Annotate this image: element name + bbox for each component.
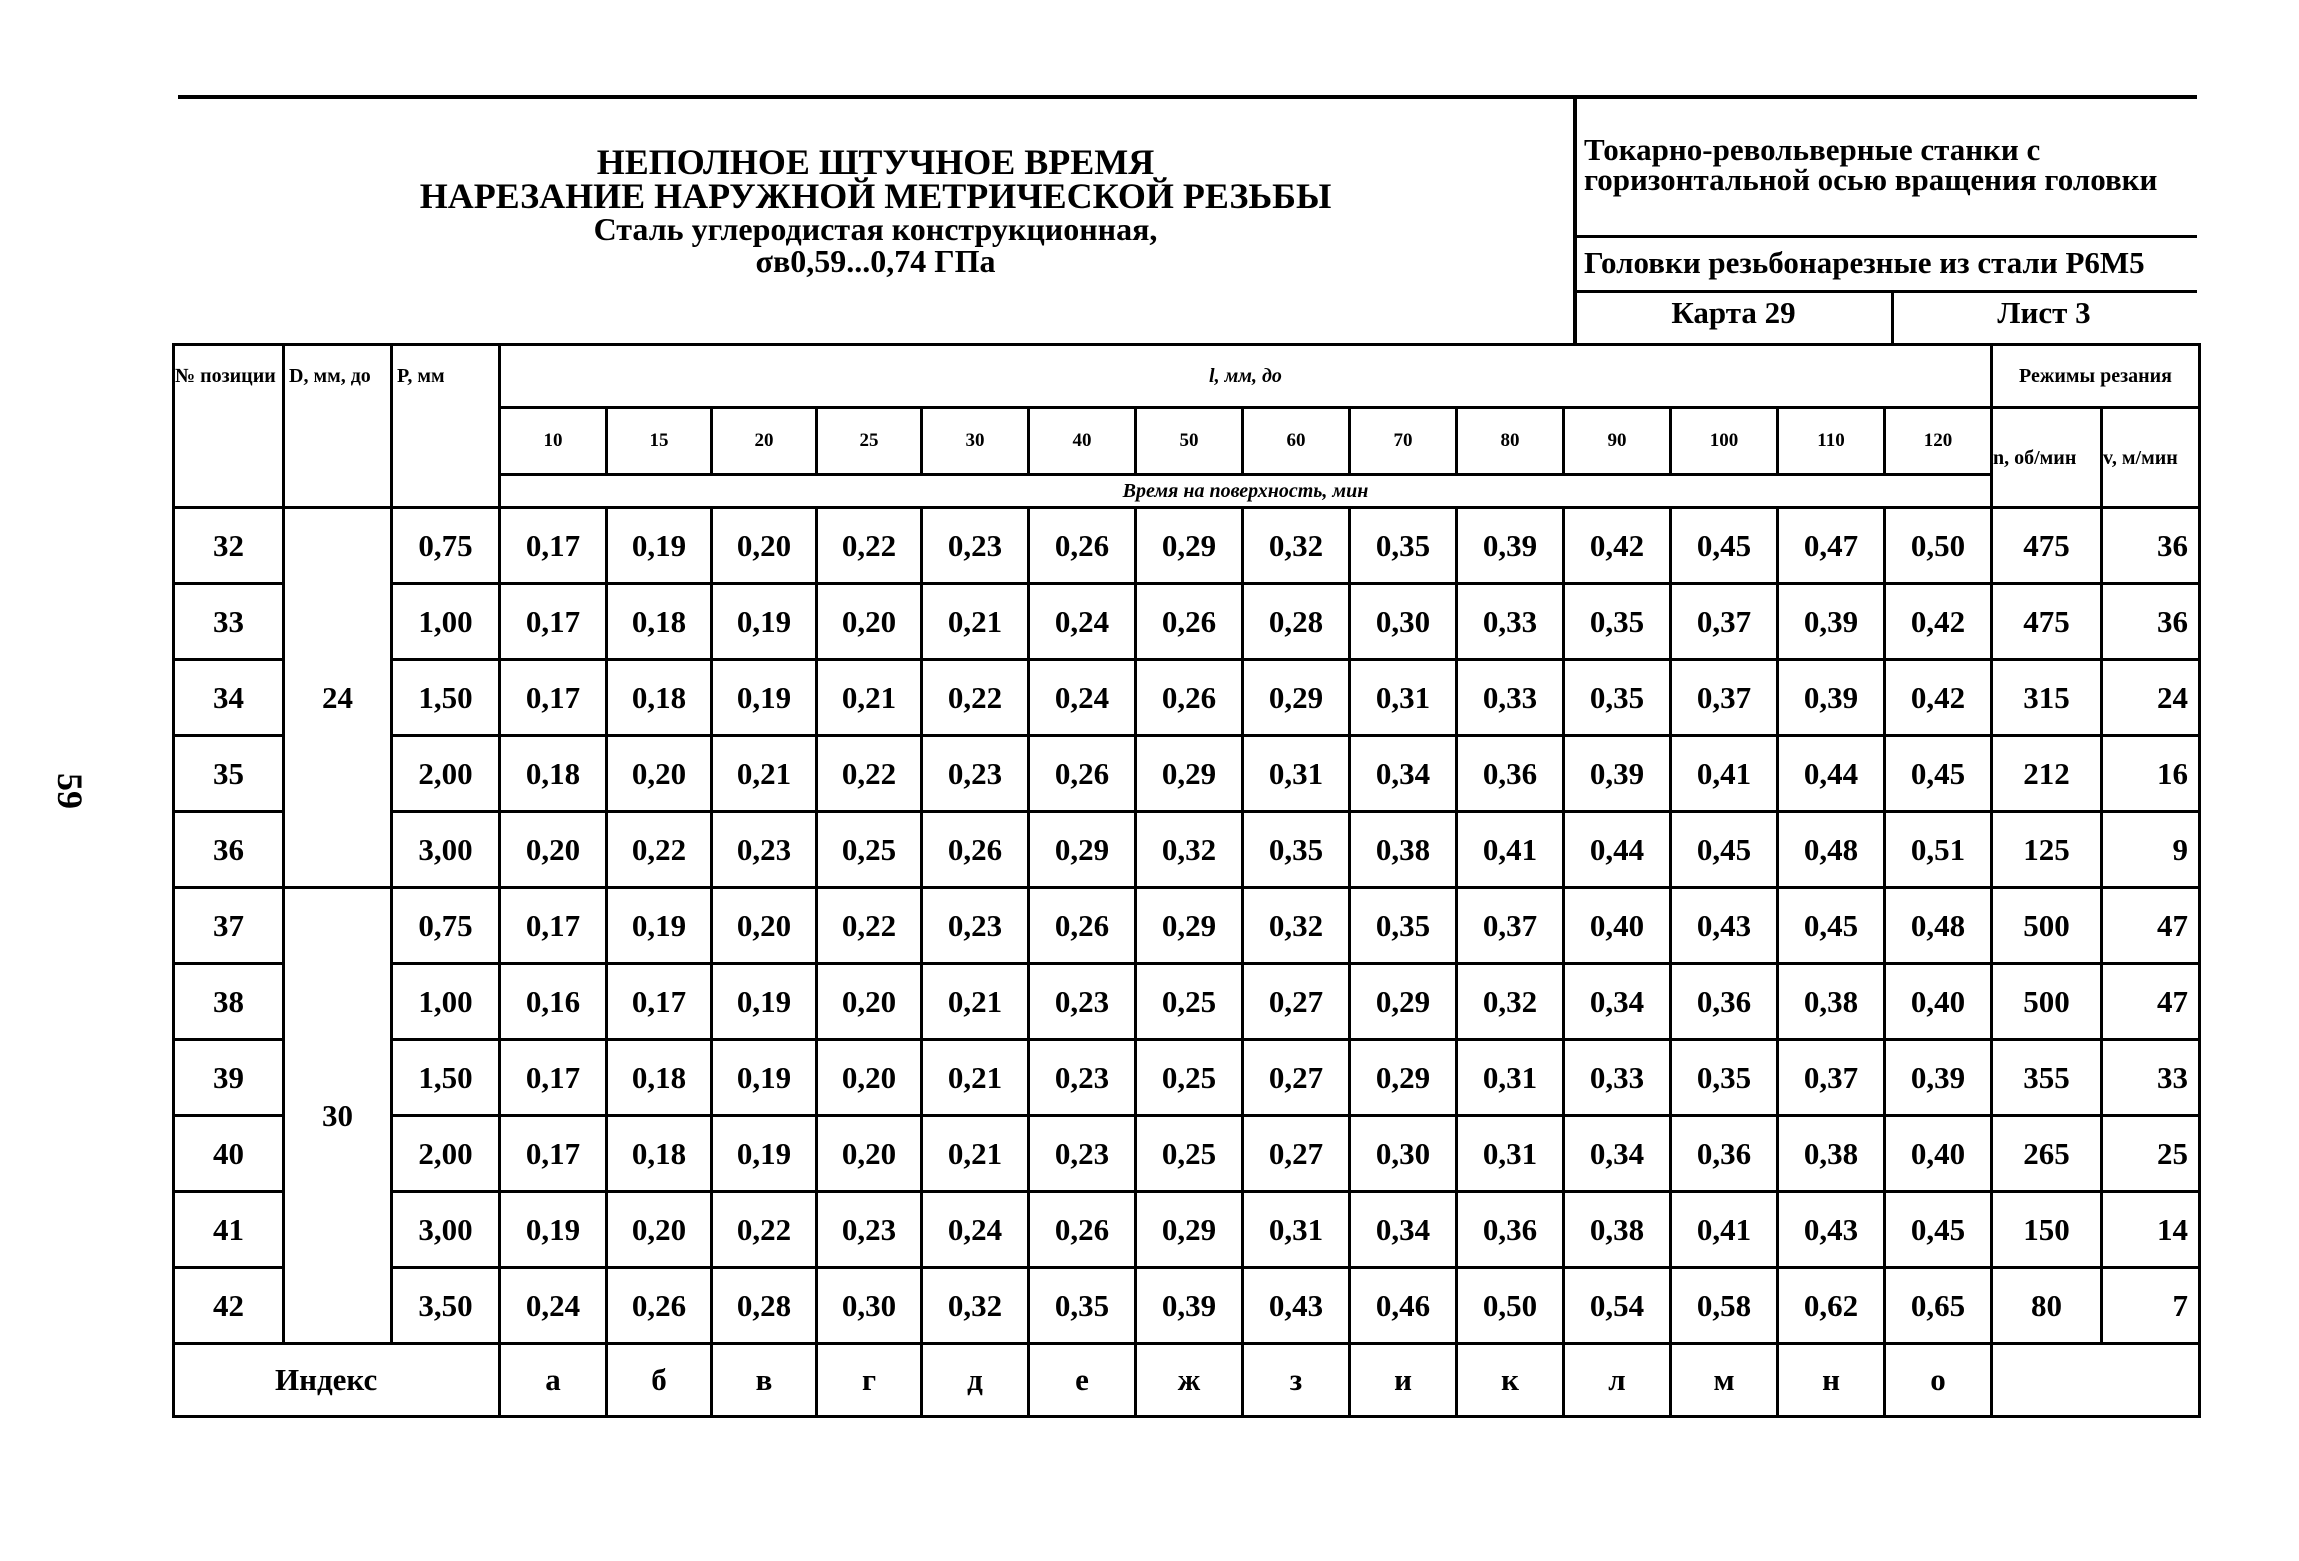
time-value: 0,19 (607, 508, 712, 584)
time-value: 0,44 (1564, 812, 1671, 888)
time-value: 0,17 (607, 964, 712, 1040)
pitch-value: 3,00 (392, 1192, 500, 1268)
time-value: 0,23 (922, 888, 1029, 964)
time-value: 0,31 (1457, 1116, 1564, 1192)
time-value: 0,38 (1778, 1116, 1885, 1192)
card-number: Карта 29 (1671, 295, 1796, 330)
position-number: 37 (174, 888, 284, 964)
time-value: 0,17 (500, 660, 607, 736)
speed-n-value: 475 (1992, 508, 2102, 584)
time-value: 0,39 (1885, 1040, 1992, 1116)
pitch-value: 3,00 (392, 812, 500, 888)
speed-n-value: 150 (1992, 1192, 2102, 1268)
time-value: 0,46 (1350, 1268, 1457, 1344)
time-value: 0,19 (712, 584, 817, 660)
time-value: 0,25 (1136, 1116, 1243, 1192)
time-value: 0,45 (1885, 1192, 1992, 1268)
length-header: 15 (607, 408, 712, 475)
time-value: 0,23 (712, 812, 817, 888)
index-letter: к (1457, 1344, 1564, 1417)
index-letter: о (1885, 1344, 1992, 1417)
speed-v-value: 14 (2102, 1192, 2200, 1268)
length-header: 25 (817, 408, 922, 475)
speed-n-value: 475 (1992, 584, 2102, 660)
time-value: 0,40 (1885, 964, 1992, 1040)
pitch-value: 1,50 (392, 660, 500, 736)
speed-n-value: 315 (1992, 660, 2102, 736)
speed-v-value: 25 (2102, 1116, 2200, 1192)
length-header: 120 (1885, 408, 1992, 475)
time-value: 0,26 (1136, 584, 1243, 660)
time-value: 0,17 (500, 888, 607, 964)
speed-n-value: 212 (1992, 736, 2102, 812)
time-value: 0,27 (1243, 964, 1350, 1040)
time-value: 0,41 (1671, 736, 1778, 812)
table-row (174, 812, 2200, 888)
machine-line-1: Токарно-револьверные станки с (1584, 132, 2041, 167)
position-number: 42 (174, 1268, 284, 1344)
time-value: 0,51 (1885, 812, 1992, 888)
time-value: 0,65 (1885, 1268, 1992, 1344)
pitch-value: 1,00 (392, 584, 500, 660)
time-value: 0,33 (1564, 1040, 1671, 1116)
time-value: 0,43 (1243, 1268, 1350, 1344)
time-label: Время на поверхность, мин (500, 475, 1992, 508)
time-value: 0,50 (1885, 508, 1992, 584)
time-value: 0,23 (1029, 1040, 1136, 1116)
time-value: 0,18 (607, 1116, 712, 1192)
time-value: 0,19 (712, 660, 817, 736)
header-right-block (1576, 95, 2197, 345)
header-row (174, 345, 2200, 408)
time-value: 0,42 (1885, 660, 1992, 736)
position-number: 34 (174, 660, 284, 736)
diameter-value: 30 (284, 888, 392, 1344)
right-rule-1 (1576, 235, 2197, 238)
time-value: 0,36 (1671, 964, 1778, 1040)
time-value: 0,29 (1350, 1040, 1457, 1116)
time-value: 0,37 (1671, 584, 1778, 660)
time-value: 0,26 (607, 1268, 712, 1344)
time-value: 0,26 (922, 812, 1029, 888)
time-value: 0,38 (1350, 812, 1457, 888)
position-number: 35 (174, 736, 284, 812)
col-modes-header: Режимы резания (1992, 345, 2200, 408)
time-value: 0,20 (607, 1192, 712, 1268)
time-value: 0,29 (1350, 964, 1457, 1040)
table-row (174, 888, 2200, 964)
time-value: 0,29 (1136, 508, 1243, 584)
time-value: 0,32 (1136, 812, 1243, 888)
time-value: 0,17 (500, 508, 607, 584)
position-number: 33 (174, 584, 284, 660)
time-value: 0,19 (712, 964, 817, 1040)
time-value: 0,43 (1778, 1192, 1885, 1268)
time-value: 0,20 (817, 1040, 922, 1116)
time-value: 0,32 (1457, 964, 1564, 1040)
speed-n-value: 80 (1992, 1268, 2102, 1344)
time-value: 0,47 (1778, 508, 1885, 584)
time-value: 0,25 (817, 812, 922, 888)
col-n-header: n, об/мин (1992, 408, 2102, 508)
time-value: 0,38 (1564, 1192, 1671, 1268)
time-value: 0,21 (922, 964, 1029, 1040)
index-letter: м (1671, 1344, 1778, 1417)
table-row (174, 736, 2200, 812)
time-value: 0,35 (1350, 888, 1457, 964)
col-p-header: P, мм (392, 345, 500, 508)
position-number: 41 (174, 1192, 284, 1268)
subtitle-line-2: σв0,59...0,74 ГПа (755, 243, 996, 279)
time-value: 0,17 (500, 584, 607, 660)
subtitle-line-1: Сталь углеродистая конструкционная, (593, 211, 1158, 247)
time-value: 0,37 (1671, 660, 1778, 736)
time-value: 0,34 (1350, 1192, 1457, 1268)
time-value: 0,18 (607, 584, 712, 660)
page-number: 59 (50, 773, 90, 809)
time-value: 0,29 (1029, 812, 1136, 888)
time-value: 0,29 (1243, 660, 1350, 736)
time-value: 0,41 (1671, 1192, 1778, 1268)
time-value: 0,23 (922, 736, 1029, 812)
table-row (174, 660, 2200, 736)
time-value: 0,19 (712, 1040, 817, 1116)
index-letter: з (1243, 1344, 1350, 1417)
index-letter: г (817, 1344, 922, 1417)
time-value: 0,23 (817, 1192, 922, 1268)
time-value: 0,35 (1029, 1268, 1136, 1344)
pitch-value: 0,75 (392, 888, 500, 964)
time-value: 0,36 (1457, 1192, 1564, 1268)
time-value: 0,31 (1457, 1040, 1564, 1116)
time-value: 0,17 (500, 1116, 607, 1192)
time-value: 0,27 (1243, 1116, 1350, 1192)
time-value: 0,30 (1350, 1116, 1457, 1192)
time-value: 0,39 (1457, 508, 1564, 584)
title-line-1: НЕПОЛНОЕ ШТУЧНОЕ ВРЕМЯ (596, 142, 1155, 182)
index-letter: в (712, 1344, 817, 1417)
time-value: 0,20 (817, 1116, 922, 1192)
table-row (174, 1116, 2200, 1192)
time-value: 0,26 (1029, 1192, 1136, 1268)
table-row (174, 1192, 2200, 1268)
diameter-value: 24 (284, 508, 392, 888)
time-value: 0,18 (607, 660, 712, 736)
time-value: 0,41 (1457, 812, 1564, 888)
length-header: 40 (1029, 408, 1136, 475)
speed-n-value: 355 (1992, 1040, 2102, 1116)
time-value: 0,20 (712, 508, 817, 584)
time-value: 0,34 (1564, 1116, 1671, 1192)
time-value: 0,22 (712, 1192, 817, 1268)
speed-v-value: 9 (2102, 812, 2200, 888)
time-value: 0,28 (1243, 584, 1350, 660)
time-value: 0,35 (1243, 812, 1350, 888)
time-value: 0,31 (1243, 736, 1350, 812)
time-value: 0,19 (500, 1192, 607, 1268)
time-value: 0,17 (500, 1040, 607, 1116)
time-value: 0,24 (500, 1268, 607, 1344)
position-number: 39 (174, 1040, 284, 1116)
speed-n-value: 125 (1992, 812, 2102, 888)
time-value: 0,23 (922, 508, 1029, 584)
right-rule-2 (1576, 290, 2197, 293)
time-value: 0,30 (817, 1268, 922, 1344)
time-value: 0,40 (1564, 888, 1671, 964)
header-title (178, 142, 1573, 279)
pitch-value: 2,00 (392, 736, 500, 812)
pitch-value: 3,50 (392, 1268, 500, 1344)
time-value: 0,35 (1350, 508, 1457, 584)
time-value: 0,48 (1778, 812, 1885, 888)
time-value: 0,29 (1136, 736, 1243, 812)
time-value: 0,18 (500, 736, 607, 812)
time-value: 0,40 (1885, 1116, 1992, 1192)
time-value: 0,22 (607, 812, 712, 888)
machine-type (1576, 132, 2205, 197)
time-value: 0,21 (922, 584, 1029, 660)
time-value: 0,18 (607, 1040, 712, 1116)
time-value: 0,21 (922, 1040, 1029, 1116)
length-header: 60 (1243, 408, 1350, 475)
time-value: 0,22 (817, 736, 922, 812)
index-letter: н (1778, 1344, 1885, 1417)
speed-v-value: 16 (2102, 736, 2200, 812)
speed-v-value: 24 (2102, 660, 2200, 736)
length-header: 50 (1136, 408, 1243, 475)
time-value: 0,34 (1350, 736, 1457, 812)
tool-type: Головки резьбонарезные из стали Р6М5 (1584, 245, 2145, 280)
time-value: 0,19 (607, 888, 712, 964)
index-letter: и (1350, 1344, 1457, 1417)
index-letter: а (500, 1344, 607, 1417)
time-value: 0,39 (1778, 660, 1885, 736)
time-value: 0,26 (1029, 888, 1136, 964)
time-value: 0,32 (1243, 888, 1350, 964)
time-value: 0,24 (1029, 584, 1136, 660)
table-row (174, 508, 2200, 584)
time-value: 0,38 (1778, 964, 1885, 1040)
pitch-value: 0,75 (392, 508, 500, 584)
time-value: 0,26 (1136, 660, 1243, 736)
table-row (174, 1040, 2200, 1116)
time-value: 0,21 (817, 660, 922, 736)
pitch-value: 2,00 (392, 1116, 500, 1192)
table-row (174, 1268, 2200, 1344)
time-value: 0,30 (1350, 584, 1457, 660)
time-value: 0,23 (1029, 964, 1136, 1040)
time-value: 0,33 (1457, 660, 1564, 736)
time-value: 0,35 (1671, 1040, 1778, 1116)
time-value: 0,50 (1457, 1268, 1564, 1344)
speed-v-value: 47 (2102, 888, 2200, 964)
position-number: 36 (174, 812, 284, 888)
index-letter: л (1564, 1344, 1671, 1417)
time-value: 0,16 (500, 964, 607, 1040)
index-label: Индекс (174, 1344, 500, 1417)
length-header: 90 (1564, 408, 1671, 475)
length-header: 10 (500, 408, 607, 475)
col-v-header: v, м/мин (2102, 408, 2200, 508)
time-value: 0,36 (1671, 1116, 1778, 1192)
time-value: 0,32 (1243, 508, 1350, 584)
position-number: 40 (174, 1116, 284, 1192)
time-table (172, 343, 2201, 1418)
sheet-number: Лист 3 (1997, 295, 2091, 330)
time-value: 0,31 (1243, 1192, 1350, 1268)
time-value: 0,26 (1029, 736, 1136, 812)
time-value: 0,33 (1457, 584, 1564, 660)
length-header: 80 (1457, 408, 1564, 475)
time-value: 0,26 (1029, 508, 1136, 584)
time-value: 0,58 (1671, 1268, 1778, 1344)
index-row (174, 1344, 2200, 1417)
time-value: 0,32 (922, 1268, 1029, 1344)
time-value: 0,24 (1029, 660, 1136, 736)
length-header: 30 (922, 408, 1029, 475)
time-value: 0,48 (1885, 888, 1992, 964)
time-value: 0,20 (817, 964, 922, 1040)
speed-v-value: 36 (2102, 508, 2200, 584)
time-value: 0,54 (1564, 1268, 1671, 1344)
time-value: 0,20 (817, 584, 922, 660)
length-header: 70 (1350, 408, 1457, 475)
time-value: 0,39 (1778, 584, 1885, 660)
col-l-header: l, мм, до (500, 345, 1992, 408)
index-blank (1992, 1344, 2200, 1417)
time-value: 0,44 (1778, 736, 1885, 812)
speed-v-value: 33 (2102, 1040, 2200, 1116)
speed-n-value: 265 (1992, 1116, 2102, 1192)
time-value: 0,35 (1564, 660, 1671, 736)
speed-v-value: 7 (2102, 1268, 2200, 1344)
length-header: 100 (1671, 408, 1778, 475)
speed-v-value: 36 (2102, 584, 2200, 660)
time-value: 0,24 (922, 1192, 1029, 1268)
time-value: 0,25 (1136, 1040, 1243, 1116)
time-value: 0,34 (1564, 964, 1671, 1040)
time-value: 0,20 (500, 812, 607, 888)
time-value: 0,22 (817, 508, 922, 584)
time-value: 0,25 (1136, 964, 1243, 1040)
time-value: 0,21 (922, 1116, 1029, 1192)
speed-v-value: 47 (2102, 964, 2200, 1040)
length-header: 110 (1778, 408, 1885, 475)
time-value: 0,37 (1457, 888, 1564, 964)
time-value: 0,27 (1243, 1040, 1350, 1116)
index-letter: д (922, 1344, 1029, 1417)
index-letter: е (1029, 1344, 1136, 1417)
time-value: 0,31 (1350, 660, 1457, 736)
speed-n-value: 500 (1992, 888, 2102, 964)
time-value: 0,20 (712, 888, 817, 964)
length-header: 20 (712, 408, 817, 475)
time-value: 0,20 (607, 736, 712, 812)
time-value: 0,23 (1029, 1116, 1136, 1192)
time-value: 0,29 (1136, 888, 1243, 964)
pitch-value: 1,50 (392, 1040, 500, 1116)
time-value: 0,22 (922, 660, 1029, 736)
time-value: 0,28 (712, 1268, 817, 1344)
table-row (174, 964, 2200, 1040)
time-value: 0,43 (1671, 888, 1778, 964)
index-letter: ж (1136, 1344, 1243, 1417)
position-number: 38 (174, 964, 284, 1040)
time-value: 0,36 (1457, 736, 1564, 812)
time-value: 0,37 (1778, 1040, 1885, 1116)
time-value: 0,45 (1885, 736, 1992, 812)
time-value: 0,19 (712, 1116, 817, 1192)
position-number: 32 (174, 508, 284, 584)
time-value: 0,62 (1778, 1268, 1885, 1344)
card-header (178, 95, 2197, 345)
time-value: 0,29 (1136, 1192, 1243, 1268)
table-row (174, 584, 2200, 660)
time-value: 0,39 (1136, 1268, 1243, 1344)
col-d-header: D, мм, до (284, 345, 392, 508)
time-value: 0,39 (1564, 736, 1671, 812)
time-value: 0,45 (1671, 508, 1778, 584)
time-value: 0,45 (1671, 812, 1778, 888)
title-line-2: НАРЕЗАНИЕ НАРУЖНОЙ МЕТРИЧЕСКОЙ РЕЗЬБЫ (419, 176, 1332, 216)
time-value: 0,42 (1564, 508, 1671, 584)
pitch-value: 1,00 (392, 964, 500, 1040)
time-value: 0,22 (817, 888, 922, 964)
col-position-header: № позиции (174, 345, 284, 508)
machine-line-2: горизонтальной осью вращения головки (1584, 162, 2158, 197)
time-value: 0,45 (1778, 888, 1885, 964)
time-value: 0,21 (712, 736, 817, 812)
time-value: 0,42 (1885, 584, 1992, 660)
speed-n-value: 500 (1992, 964, 2102, 1040)
index-letter: б (607, 1344, 712, 1417)
time-value: 0,35 (1564, 584, 1671, 660)
